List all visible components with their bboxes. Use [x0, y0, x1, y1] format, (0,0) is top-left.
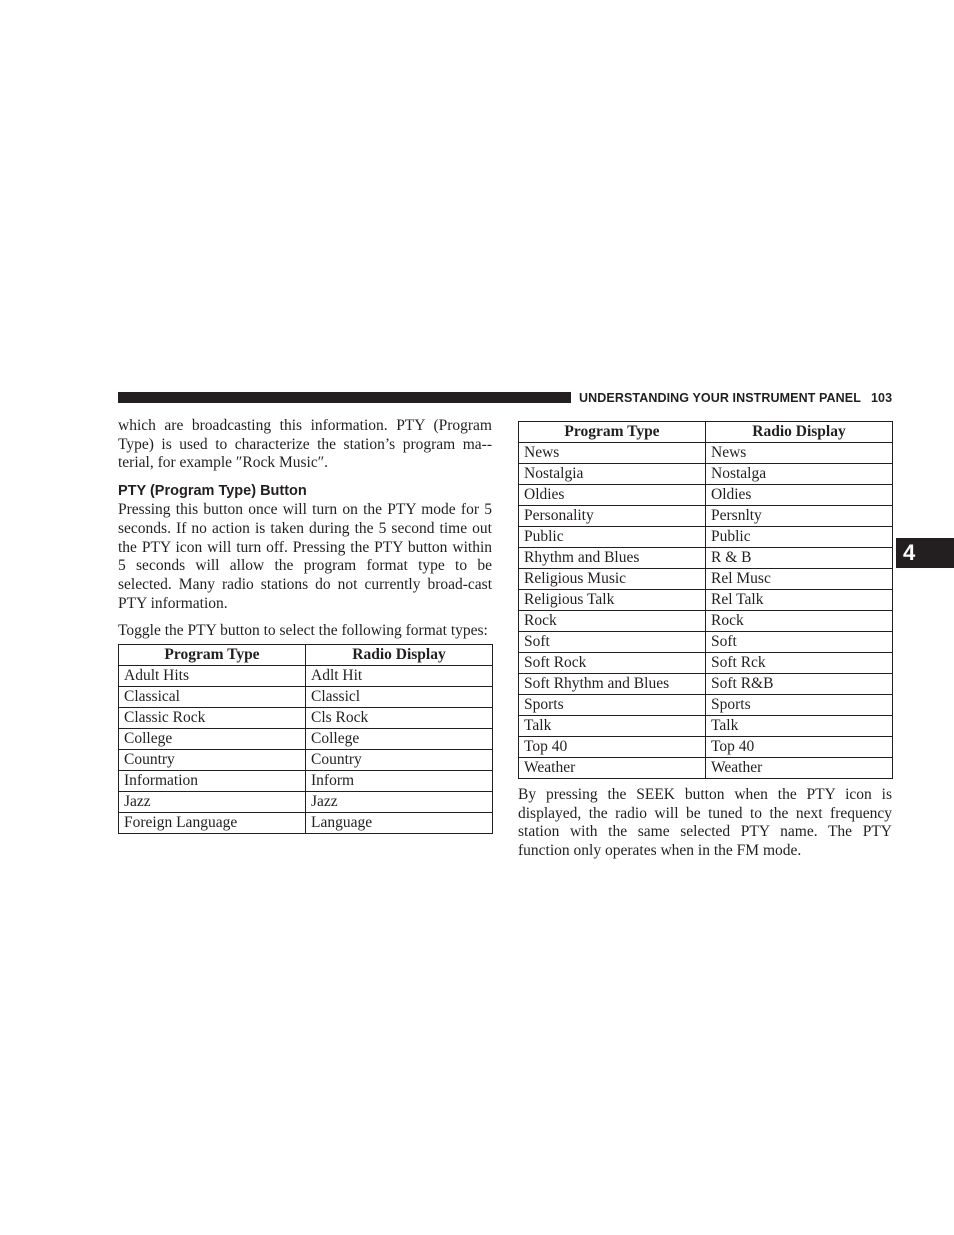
table-row [119, 666, 493, 687]
table-row [119, 750, 493, 771]
table-row [519, 527, 893, 548]
table-row [519, 632, 893, 653]
program-type-cell: Public [519, 527, 706, 548]
program-type-cell: Soft Rock [519, 653, 706, 674]
column-header: Program Type [519, 422, 706, 443]
program-type-cell: Foreign Language [119, 813, 306, 834]
program-type-cell: Classical [119, 687, 306, 708]
column-header: Program Type [119, 645, 306, 666]
table-row [119, 708, 493, 729]
radio-display-cell: Rel Musc [706, 569, 893, 590]
table-row [519, 758, 893, 779]
radio-display-cell: Soft Rck [706, 653, 893, 674]
radio-display-cell: Soft [706, 632, 893, 653]
column-header: Radio Display [306, 645, 493, 666]
table-row [519, 716, 893, 737]
seek-paragraph: By pressing the SEEK button when the PTY icon is displayed, the radio will be tuned to the next frequency station with the same selected PTY name. The PTY function only operates when in the FM mode. [518, 786, 892, 860]
program-type-cell: Talk [519, 716, 706, 737]
table-header-row [519, 422, 893, 443]
program-type-cell: Oldies [519, 485, 706, 506]
program-type-cell: Soft Rhythm and Blues [519, 674, 706, 695]
table-row [519, 590, 893, 611]
table-row [119, 771, 493, 792]
radio-display-cell: R & B [706, 548, 893, 569]
program-type-cell: News [519, 443, 706, 464]
radio-display-cell: Sports [706, 695, 893, 716]
table-row [519, 611, 893, 632]
column-header: Radio Display [706, 422, 893, 443]
program-type-cell: College [119, 729, 306, 750]
program-type-cell: Information [119, 771, 306, 792]
radio-display-cell: Rock [706, 611, 893, 632]
pty-button-heading: PTY (Program Type) Button [118, 483, 307, 500]
table-row [519, 653, 893, 674]
table-row [519, 569, 893, 590]
radio-display-cell: Oldies [706, 485, 893, 506]
radio-display-cell: Persnlty [706, 506, 893, 527]
program-type-cell: Country [119, 750, 306, 771]
program-type-cell: Jazz [119, 792, 306, 813]
program-type-cell: Classic Rock [119, 708, 306, 729]
pty-button-paragraph: Pressing this button once will turn on the PTY mode for 5 seconds. If no action is taken during the 5 second time out the PTY icon will turn off. Pressing the PTY button within 5 seconds will allow the program format type to be selected. Many radio stations do not currently broad-cast PTY information. [118, 501, 492, 612]
table-row [519, 485, 893, 506]
program-type-table-1 [118, 644, 493, 834]
table-row [119, 792, 493, 813]
program-type-cell: Sports [519, 695, 706, 716]
radio-display-cell: Inform [306, 771, 493, 792]
section-title: UNDERSTANDING YOUR INSTRUMENT PANEL [579, 391, 861, 405]
program-type-cell: Soft [519, 632, 706, 653]
radio-display-cell: News [706, 443, 893, 464]
table-row [119, 729, 493, 750]
radio-display-cell: Weather [706, 758, 893, 779]
radio-display-cell: Soft R&B [706, 674, 893, 695]
table-row [119, 687, 493, 708]
chapter-tab: 4 [896, 538, 954, 568]
program-type-cell: Rock [519, 611, 706, 632]
radio-display-cell: Nostalga [706, 464, 893, 485]
program-type-cell: Nostalgia [519, 464, 706, 485]
program-type-cell: Personality [519, 506, 706, 527]
radio-display-cell: Jazz [306, 792, 493, 813]
program-type-cell: Top 40 [519, 737, 706, 758]
page-number: 103 [870, 391, 893, 405]
radio-display-cell: Country [306, 750, 493, 771]
radio-display-cell: Public [706, 527, 893, 548]
header-rule [118, 392, 571, 403]
table-row [519, 443, 893, 464]
running-header [579, 389, 891, 407]
table-row [519, 506, 893, 527]
table-row [519, 695, 893, 716]
right-column [518, 421, 892, 861]
program-type-cell: Religious Music [519, 569, 706, 590]
program-type-cell: Religious Talk [519, 590, 706, 611]
intro-paragraph: which are broadcasting this information. PTY (Program Type) is used to characterize the station’s program ma-terial, for example ″Rock Music″. [118, 417, 492, 472]
radio-display-cell: Talk [706, 716, 893, 737]
radio-display-cell: College [306, 729, 493, 750]
radio-display-cell: Classicl [306, 687, 493, 708]
table-row [519, 464, 893, 485]
program-type-table-2 [518, 421, 893, 779]
table-row [519, 674, 893, 695]
program-type-cell: Rhythm and Blues [519, 548, 706, 569]
radio-display-cell: Cls Rock [306, 708, 493, 729]
table-header-row [119, 645, 493, 666]
table-row [519, 737, 893, 758]
table-row [519, 548, 893, 569]
radio-display-cell: Rel Talk [706, 590, 893, 611]
radio-display-cell: Language [306, 813, 493, 834]
program-type-cell: Weather [519, 758, 706, 779]
toggle-paragraph: Toggle the PTY button to select the following format types: [118, 622, 488, 640]
program-type-cell: Adult Hits [119, 666, 306, 687]
radio-display-cell: Adlt Hit [306, 666, 493, 687]
left-column [118, 417, 492, 834]
radio-display-cell: Top 40 [706, 737, 893, 758]
table-row [119, 813, 493, 834]
